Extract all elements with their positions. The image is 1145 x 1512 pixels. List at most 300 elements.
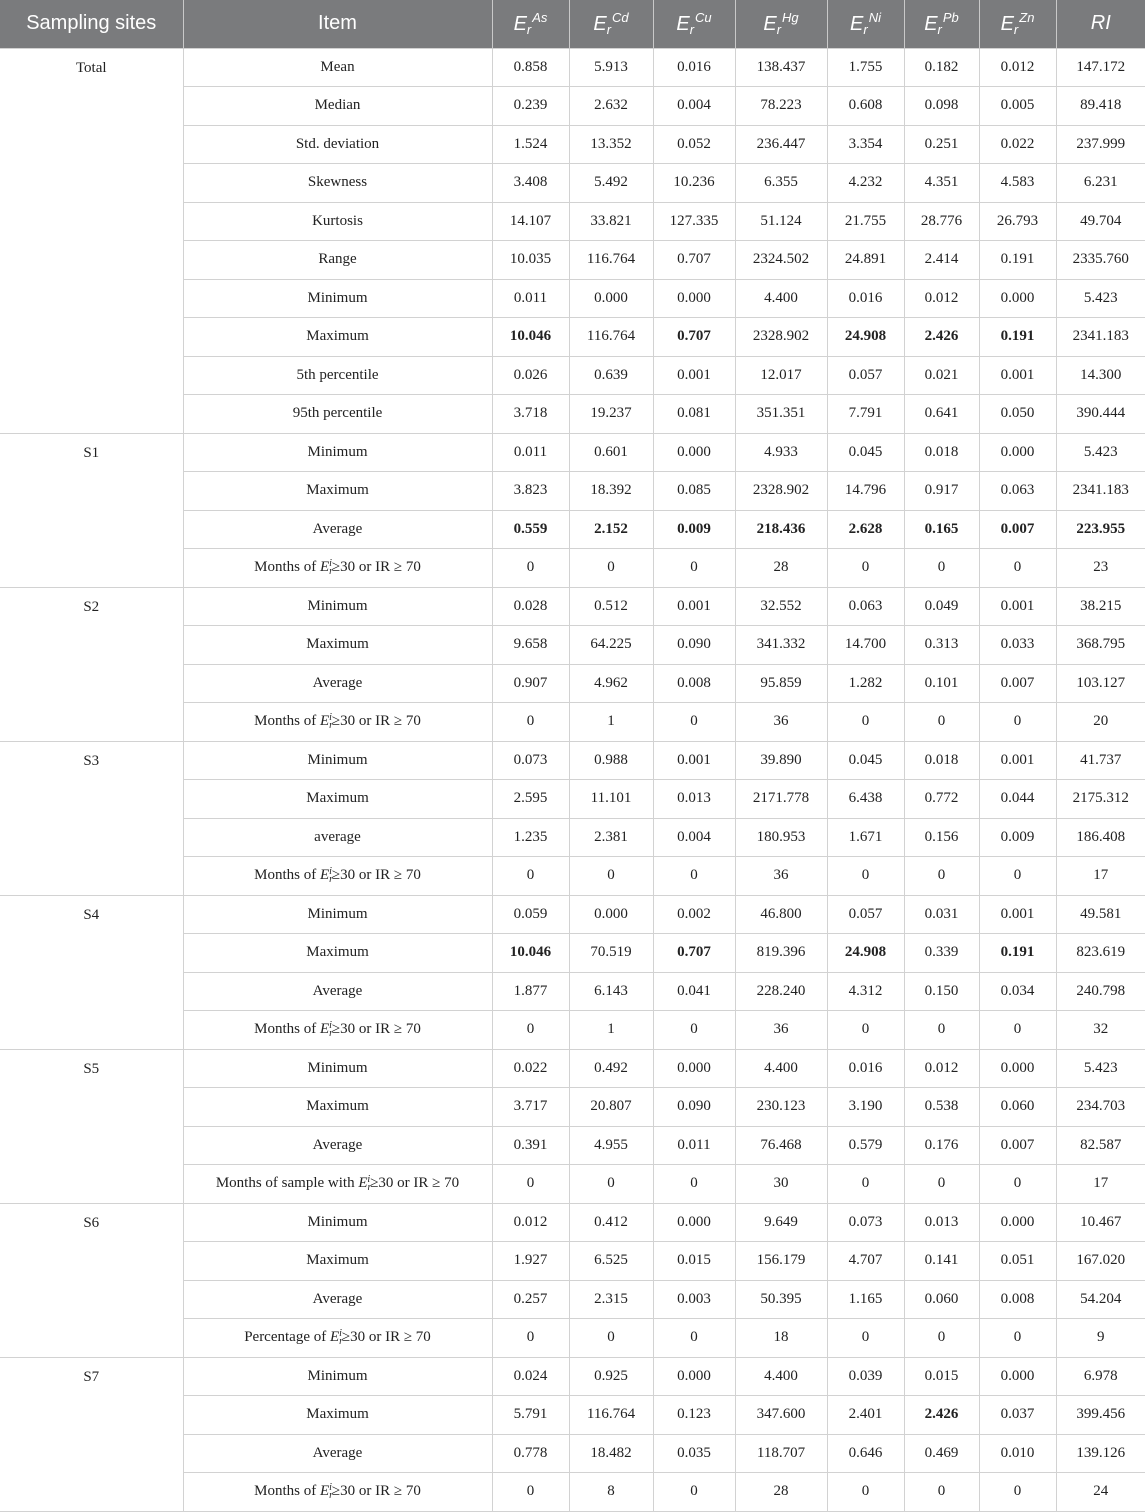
value-cell: 0 [827,1165,904,1204]
value-cell: 4.400 [735,279,827,318]
value-cell: 0.010 [979,1434,1056,1473]
header-e-subscript: r [937,22,942,38]
item-prefix: Months of [254,866,320,883]
value-cell: 234.703 [1056,1088,1145,1127]
header-e-symbol: E [1000,13,1014,36]
value-cell: 89.418 [1056,87,1145,126]
item-e-subscript: r [329,1489,334,1501]
value-cell: 3.354 [827,125,904,164]
value-cell: 17 [1056,1165,1145,1204]
value-cell: 0.412 [569,1203,653,1242]
item-cell: Maximum [183,318,492,357]
item-cell: Maximum [183,626,492,665]
header-e-as [492,0,569,48]
value-cell: 0.050 [979,395,1056,434]
item-suffix: ≥30 or IR ≥ 70 [331,558,421,575]
value-cell: 36 [735,1011,827,1050]
value-cell: 0.044 [979,780,1056,819]
item-cell: Average [183,1126,492,1165]
value-cell: 0.313 [904,626,979,665]
value-cell: 0 [653,703,735,742]
value-cell: 0.005 [979,87,1056,126]
value-cell: 0.012 [904,1049,979,1088]
item-cell: Maximum [183,472,492,511]
value-cell: 3.408 [492,164,569,203]
value-cell: 0.039 [827,1357,904,1396]
value-cell: 0 [653,1165,735,1204]
value-cell: 0 [569,549,653,588]
value-cell: 8 [569,1473,653,1512]
value-cell: 0.035 [653,1434,735,1473]
value-cell: 0.123 [653,1396,735,1435]
value-cell: 0.538 [904,1088,979,1127]
table-row [0,433,1145,472]
value-cell: 4.351 [904,164,979,203]
value-cell: 24.908 [827,934,904,973]
value-cell: 0.150 [904,972,979,1011]
value-cell: 12.017 [735,356,827,395]
item-suffix: ≥30 or IR ≥ 70 [341,1328,431,1345]
value-cell: 6.143 [569,972,653,1011]
value-cell: 819.396 [735,934,827,973]
value-cell: 0.045 [827,433,904,472]
value-cell: 1.282 [827,664,904,703]
value-cell: 5.423 [1056,1049,1145,1088]
value-cell: 116.764 [569,318,653,357]
item-suffix: ≥30 or IR ≥ 70 [331,1482,421,1499]
value-cell: 0.778 [492,1434,569,1473]
value-cell: 2.426 [904,1396,979,1435]
value-cell: 2.628 [827,510,904,549]
item-cell: Average [183,1280,492,1319]
value-cell: 0.031 [904,895,979,934]
value-cell: 0.045 [827,741,904,780]
value-cell: 0 [569,1165,653,1204]
value-cell: 0.011 [653,1126,735,1165]
value-cell: 0.707 [653,934,735,973]
value-cell: 20.807 [569,1088,653,1127]
value-cell: 33.821 [569,202,653,241]
value-cell: 351.351 [735,395,827,434]
header-e-subscript: r [863,22,868,38]
value-cell: 4.583 [979,164,1056,203]
value-cell: 0.559 [492,510,569,549]
value-cell: 0 [492,1165,569,1204]
value-cell: 0 [827,1319,904,1358]
value-cell: 0.007 [979,1126,1056,1165]
value-cell: 0.156 [904,818,979,857]
item-cell: Kurtosis [183,202,492,241]
value-cell: 21.755 [827,202,904,241]
item-prefix: Months of [254,1482,320,1499]
item-e-superscript: i [329,865,332,877]
site-cell: S6 [0,1203,183,1357]
value-cell: 0 [653,1319,735,1358]
value-cell: 0.016 [827,279,904,318]
value-cell: 127.335 [653,202,735,241]
item-suffix: ≥30 or IR ≥ 70 [331,866,421,883]
value-cell: 0.191 [979,241,1056,280]
header-e-metal: Pb [942,10,959,26]
value-cell: 2328.902 [735,472,827,511]
value-cell: 0.090 [653,1088,735,1127]
header-e-subscript: r [689,22,695,38]
value-cell: 0 [904,1165,979,1204]
table-row [0,587,1145,626]
value-cell: 17 [1056,857,1145,896]
value-cell: 399.456 [1056,1396,1145,1435]
value-cell: 223.955 [1056,510,1145,549]
value-cell: 49.704 [1056,202,1145,241]
value-cell: 4.707 [827,1242,904,1281]
value-cell: 0.049 [904,587,979,626]
value-cell: 0.000 [653,1203,735,1242]
item-cell: Std. deviation [183,125,492,164]
value-cell: 0.141 [904,1242,979,1281]
item-suffix: ≥30 or IR ≥ 70 [331,712,421,729]
value-cell: 0.001 [653,356,735,395]
value-cell: 103.127 [1056,664,1145,703]
value-cell: 0.579 [827,1126,904,1165]
value-cell: 23 [1056,549,1145,588]
item-cell: Maximum [183,1242,492,1281]
value-cell: 4.312 [827,972,904,1011]
value-cell: 0 [653,857,735,896]
item-cell: Minimum [183,433,492,472]
value-cell: 2341.183 [1056,472,1145,511]
value-cell: 0.013 [653,780,735,819]
value-cell: 38.215 [1056,587,1145,626]
value-cell: 0.034 [979,972,1056,1011]
item-prefix: Months of sample with [215,1174,359,1191]
item-cell [183,1319,492,1358]
value-cell: 50.395 [735,1280,827,1319]
value-cell: 10.046 [492,318,569,357]
item-prefix: Months of [254,558,320,575]
value-cell: 1.755 [827,48,904,87]
table-row [0,741,1145,780]
header-e-symbol: E [676,13,690,36]
value-cell: 28 [735,549,827,588]
item-cell: Minimum [183,895,492,934]
value-cell: 0.063 [979,472,1056,511]
value-cell: 6.978 [1056,1357,1145,1396]
value-cell: 368.795 [1056,626,1145,665]
value-cell: 0.009 [653,510,735,549]
site-cell: S2 [0,587,183,741]
value-cell: 28 [735,1473,827,1512]
value-cell: 0.073 [827,1203,904,1242]
value-cell: 0.608 [827,87,904,126]
value-cell: 2.315 [569,1280,653,1319]
item-e-subscript: r [339,1335,344,1347]
value-cell: 0 [904,1319,979,1358]
item-cell: Mean [183,48,492,87]
value-cell: 0 [492,1319,569,1358]
value-cell: 2324.502 [735,241,827,280]
value-cell: 0.000 [653,1049,735,1088]
value-cell: 0.012 [492,1203,569,1242]
value-cell: 10.035 [492,241,569,280]
value-cell: 0 [979,1473,1056,1512]
value-cell: 0.601 [569,433,653,472]
value-cell: 0.492 [569,1049,653,1088]
value-cell: 78.223 [735,87,827,126]
header-e-metal: As [532,10,548,26]
value-cell: 0 [904,549,979,588]
item-cell: Minimum [183,1203,492,1242]
value-cell: 2175.312 [1056,780,1145,819]
value-cell: 5.791 [492,1396,569,1435]
value-cell: 0.007 [979,510,1056,549]
value-cell: 0 [492,1011,569,1050]
header-item: Item [183,0,492,48]
value-cell: 0.003 [653,1280,735,1319]
value-cell: 0.000 [569,895,653,934]
value-cell: 0.012 [979,48,1056,87]
value-cell: 0.000 [979,1203,1056,1242]
value-cell: 14.300 [1056,356,1145,395]
value-cell: 18.482 [569,1434,653,1473]
value-cell: 2.381 [569,818,653,857]
value-cell: 0.090 [653,626,735,665]
value-cell: 3.823 [492,472,569,511]
site-cell: S3 [0,741,183,895]
item-cell [183,703,492,742]
value-cell: 36 [735,857,827,896]
value-cell: 0.018 [904,433,979,472]
value-cell: 0.004 [653,818,735,857]
value-cell: 0.022 [492,1049,569,1088]
value-cell: 0 [492,703,569,742]
value-cell: 3.717 [492,1088,569,1127]
value-cell: 32.552 [735,587,827,626]
value-cell: 240.798 [1056,972,1145,1011]
value-cell: 116.764 [569,1396,653,1435]
header-e-subscript: r [1013,22,1019,38]
header-e-metal: Ni [868,10,881,26]
value-cell: 0.339 [904,934,979,973]
value-cell: 0 [492,549,569,588]
value-cell: 2335.760 [1056,241,1145,280]
value-cell: 0 [979,857,1056,896]
value-cell: 0 [827,857,904,896]
value-cell: 2.426 [904,318,979,357]
value-cell: 0.001 [979,356,1056,395]
value-cell: 0.000 [979,279,1056,318]
item-cell: Maximum [183,1396,492,1435]
value-cell: 0 [904,1473,979,1512]
value-cell: 186.408 [1056,818,1145,857]
header-e-metal: Cd [612,10,629,26]
value-cell: 24.891 [827,241,904,280]
value-cell: 0.073 [492,741,569,780]
value-cell: 11.101 [569,780,653,819]
value-cell: 0.004 [653,87,735,126]
value-cell: 823.619 [1056,934,1145,973]
value-cell: 0.907 [492,664,569,703]
header-e-metal: Hg [782,10,799,26]
value-cell: 236.447 [735,125,827,164]
header-e-symbol: E [593,13,607,36]
header-ri [1056,0,1145,48]
item-e-superscript: i [329,557,332,569]
value-cell: 0 [569,1319,653,1358]
item-cell: Skewness [183,164,492,203]
item-e-symbol: $E_r^i$ [320,711,334,731]
value-cell: 2.401 [827,1396,904,1435]
item-cell: Minimum [183,741,492,780]
value-cell: 156.179 [735,1242,827,1281]
item-e-subscript: r [329,1027,334,1039]
item-cell [183,857,492,896]
item-cell: Average [183,1434,492,1473]
value-cell: 0 [904,703,979,742]
value-cell: 14.796 [827,472,904,511]
value-cell: 180.953 [735,818,827,857]
value-cell: 0.013 [904,1203,979,1242]
item-e-symbol: $E_r^i$ [329,1327,344,1347]
item-e-symbol: $E_r^i$ [320,1019,334,1039]
value-cell: 4.400 [735,1049,827,1088]
value-cell: 0.239 [492,87,569,126]
value-cell: 0.000 [979,1049,1056,1088]
table-body [0,48,1145,1511]
value-cell: 0.024 [492,1357,569,1396]
item-cell: 95th percentile [183,395,492,434]
value-cell: 0.011 [492,433,569,472]
value-cell: 41.737 [1056,741,1145,780]
value-cell: 14.700 [827,626,904,665]
value-cell: 0.001 [979,741,1056,780]
item-e-superscript: i [329,711,332,723]
value-cell: 1.524 [492,125,569,164]
value-cell: 24 [1056,1473,1145,1512]
value-cell: 49.581 [1056,895,1145,934]
value-cell: 0.257 [492,1280,569,1319]
item-suffix: ≥30 or IR ≥ 70 [370,1174,460,1191]
value-cell: 0.037 [979,1396,1056,1435]
value-cell: 0.018 [904,741,979,780]
table-row [0,1203,1145,1242]
value-cell: 347.600 [735,1396,827,1435]
value-cell: 9 [1056,1319,1145,1358]
value-cell: 0 [827,549,904,588]
value-cell: 0 [827,1473,904,1512]
item-e-symbol: $E_r^i$ [320,1481,334,1501]
header-e-symbol: E [850,13,864,36]
value-cell: 5.492 [569,164,653,203]
value-cell: 6.355 [735,164,827,203]
value-cell: 10.046 [492,934,569,973]
header-row [0,0,1145,48]
value-cell: 390.444 [1056,395,1145,434]
item-prefix: Percentage of [244,1328,330,1345]
header-e-symbol: E [513,13,527,36]
item-e-superscript: i [329,1019,332,1031]
value-cell: 54.204 [1056,1280,1145,1319]
table-row [0,1357,1145,1396]
value-cell: 0.917 [904,472,979,511]
value-cell: 0.015 [653,1242,735,1281]
value-cell: 0.707 [653,241,735,280]
item-cell: average [183,818,492,857]
value-cell: 1.927 [492,1242,569,1281]
value-cell: 13.352 [569,125,653,164]
value-cell: 0 [492,1473,569,1512]
value-cell: 9.649 [735,1203,827,1242]
value-cell: 0.016 [653,48,735,87]
value-cell: 1 [569,703,653,742]
value-cell: 0.011 [492,279,569,318]
value-cell: 0.000 [653,433,735,472]
value-cell: 0.000 [569,279,653,318]
value-cell: 0.002 [653,895,735,934]
item-cell: Maximum [183,934,492,973]
site-cell: S7 [0,1357,183,1511]
value-cell: 218.436 [735,510,827,549]
value-cell: 1.235 [492,818,569,857]
value-cell: 0.000 [653,1357,735,1396]
value-cell: 0.641 [904,395,979,434]
item-e-superscript: i [367,1173,371,1185]
value-cell: 0 [653,1011,735,1050]
value-cell: 0.022 [979,125,1056,164]
item-cell: Average [183,664,492,703]
header-e-symbol: E [924,13,938,36]
value-cell: 18 [735,1319,827,1358]
header-e-subscript: r [776,22,782,38]
value-cell: 0.057 [827,895,904,934]
value-cell: 0.512 [569,587,653,626]
value-cell: 10.467 [1056,1203,1145,1242]
site-cell: S1 [0,433,183,587]
value-cell: 118.707 [735,1434,827,1473]
item-e-symbol: $E_r^i$ [320,557,334,577]
value-cell: 51.124 [735,202,827,241]
value-cell: 0.012 [904,279,979,318]
value-cell: 0 [979,1165,1056,1204]
value-cell: 18.392 [569,472,653,511]
value-cell: 0.988 [569,741,653,780]
value-cell: 0.391 [492,1126,569,1165]
value-cell: 95.859 [735,664,827,703]
value-cell: 4.933 [735,433,827,472]
value-cell: 0.707 [653,318,735,357]
value-cell: 28.776 [904,202,979,241]
value-cell: 0 [979,703,1056,742]
item-prefix: Months of [254,1020,320,1037]
value-cell: 4.400 [735,1357,827,1396]
value-cell: 0.051 [979,1242,1056,1281]
value-cell: 36 [735,703,827,742]
value-cell: 0.251 [904,125,979,164]
header-e-metal: Zn [1019,10,1035,26]
value-cell: 0.015 [904,1357,979,1396]
header-e-symbol: E [763,13,777,36]
value-cell: 167.020 [1056,1242,1145,1281]
value-cell: 32 [1056,1011,1145,1050]
value-cell: 6.438 [827,780,904,819]
item-e-superscript: i [339,1327,342,1339]
value-cell: 3.190 [827,1088,904,1127]
value-cell: 0.191 [979,934,1056,973]
item-cell [183,1165,492,1204]
value-cell: 4.962 [569,664,653,703]
item-cell [183,549,492,588]
value-cell: 0.008 [653,664,735,703]
item-cell: Average [183,510,492,549]
